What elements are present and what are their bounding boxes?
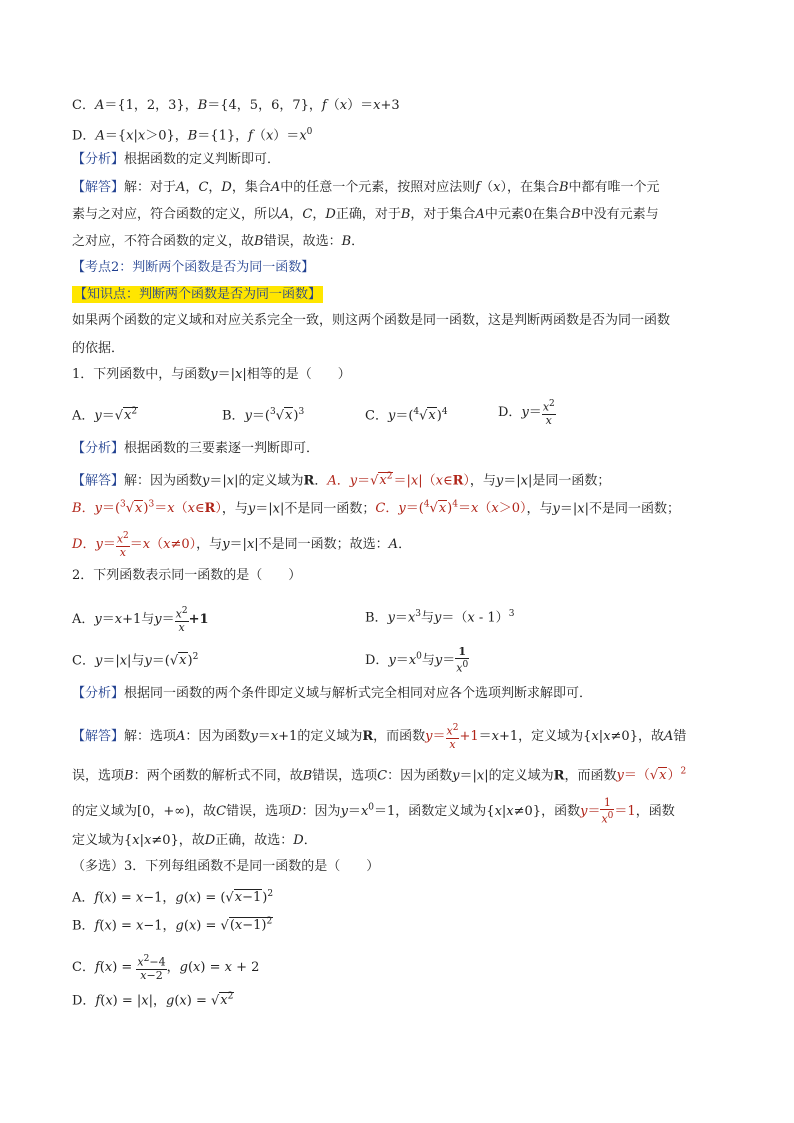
answer-3-line-1: 【解答】解：选项A：因为函数y＝x+1的定义域为R，而函数y＝ $\frac{x^2}{x}$ +1＝x+1，定义域为{x|x≠0}，故A错: [72, 723, 687, 751]
analysis-tag: 【分析】: [72, 152, 125, 167]
question-1: 1．下列函数中，与函数y＝|x|相等的是（ ）: [72, 367, 351, 382]
analysis-2-text: 根据函数的三要素逐一判断即可．: [124, 441, 320, 456]
analysis-1: [72, 151, 280, 169]
q3-option-d: D．f(x) = |x|，$g(x) = √x^2$: [72, 992, 234, 1009]
q2-option-b: B．$y=x^3$与y＝（x - 1）$^3$: [365, 609, 515, 626]
analysis-3-text: 根据同一函数的两个条件即定义域与解析式完全相同对应各个选项判断求解即可．: [124, 686, 593, 701]
answer-2-line-1: 【解答】解：因为函数y＝|x|的定义域为R．A．$y=√x^2=|x|(x\in R)$，与y＝|x|是同一函数；: [72, 472, 611, 489]
q3-option-c: C．f(x) = $\frac{x^2-4}{x-2}$ ，g(x) = x + 2: [72, 954, 260, 982]
knowledge-text-1: 如果两个函数的定义域和对应关系完全一致，则这两个函数是同一函数，这是判断两函数是否为同一函数: [72, 313, 671, 328]
option-d-line: D．A＝{x|x＞0}，B＝{1}，$f(x)=x^0$: [72, 127, 313, 144]
q1-option-d: D．y＝ $\frac{x^2}{x}$: [498, 399, 555, 427]
q1-option-a: A．$y=√x^2$: [72, 407, 138, 424]
answer-2-line-2: B．$y=(^3√x)^3=x(x\in R)$，与y＝|x|不是同一函数；C．$y=(^4√x)^4=x(x>0)$，与y＝|x|不是同一函数；: [72, 500, 680, 517]
analysis-tag-3: 【分析】: [72, 686, 125, 701]
question-2: 2．下列函数表示同一函数的是（ ）: [72, 568, 302, 583]
answer-1-line-2: 素与之对应，符合函数的定义，所以A，C，D正确，对于B，对于集合A中元素0在集合B中没有元素与: [72, 207, 659, 222]
analysis-text: 根据函数的定义判断即可．: [124, 152, 281, 167]
answer-tag-3: 【解答】: [72, 728, 125, 744]
answer-2-line-3: D．y＝ $\frac{x^2}{x}$ ＝x（x≠0），与y＝|x|不是同一函数；故选：A．: [72, 531, 412, 559]
answer-1-line-3: 之对应，不符合函数的定义，故B错误，故选：B．: [72, 234, 365, 249]
answer-1-line-1: 【解答】解：对于A，C，D，集合A中的任意一个元素，按照对应法则f（x），在集合B中都有唯一个元: [72, 180, 660, 195]
analysis-tag-2: 【分析】: [72, 441, 125, 456]
q3-option-b: B．f(x) = x−1，$g(x) = √(x-1)^2$: [72, 917, 273, 934]
q1-option-b: B．$y=(^3√x)^3$: [222, 407, 305, 424]
q2-option-c: C．y＝|x|与$y=(√x)^2$: [72, 652, 199, 669]
answer-tag-2: 【解答】: [72, 473, 125, 489]
answer-3-line-2: 误，选项B：两个函数的解析式不同，故B错误，选项C：因为函数y＝|x|的定义域为R，而函数$y=(√x)^2$: [72, 767, 687, 784]
q3-option-a: A．f(x) = x−1，$g(x) = (√x-1)^2$: [72, 889, 274, 906]
knowledge-label: 【知识点：判断两个函数是否为同一函数】: [74, 287, 322, 302]
q2-option-d: D．$y=x^0$与y＝ $\frac{1}{x^0}$: [365, 645, 469, 675]
answer-tag: 【解答】: [72, 180, 125, 195]
analysis-3: [72, 685, 592, 703]
kaodian-heading: 【考点2：判断两个函数是否为同一函数】: [72, 260, 315, 275]
answer-3-line-3: 的定义域为[0，+∞)，故C错误，选项D：因为$y=x^0=1$，函数定义域为{x|x≠0}，函数y＝ $\frac{1}{x^0}$ ＝1，函数: [72, 796, 675, 826]
option-c-line: C．A＝{1，2，3}，B＝{4，5，6，7}，f（x）＝x+3: [72, 98, 400, 113]
answer-3-line-4: 定义域为{x|x≠0}，故D正确，故选：D．: [72, 833, 317, 848]
q1-option-c: C．$y=(^4√x)^4$: [365, 407, 448, 424]
q2-option-a: A．y＝x+1与y＝ $\frac{x^2}{x}$ +1: [72, 606, 209, 634]
knowledge-heading: [72, 286, 323, 304]
analysis-2: [72, 440, 319, 458]
question-3: （多选）3．下列每组函数不是同一函数的是（ ）: [72, 859, 380, 874]
knowledge-text-2: 的依据．: [72, 341, 125, 356]
